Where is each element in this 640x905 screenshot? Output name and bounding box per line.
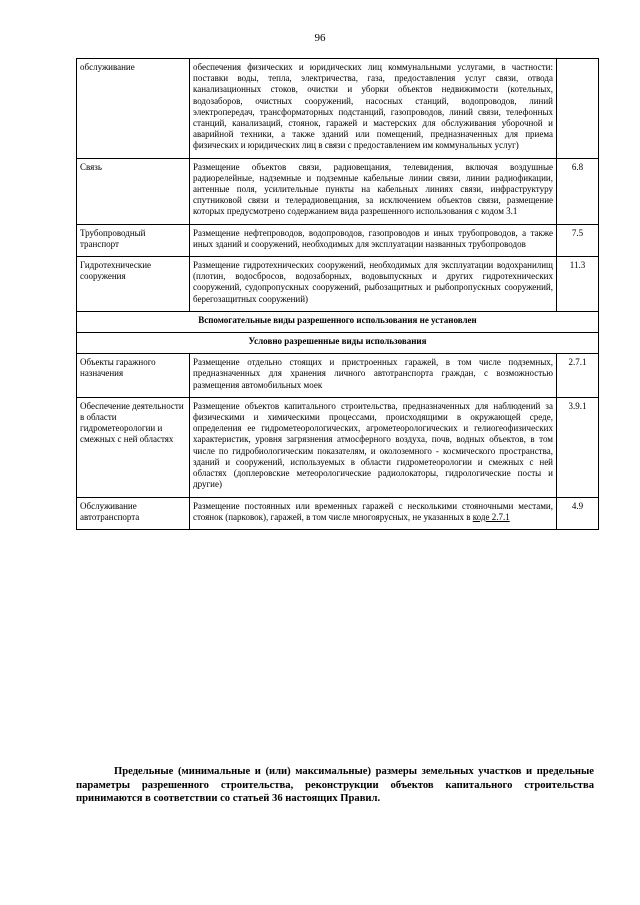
use-description: Размещение объектов связи, радиовещания, телевидения, включая воздушные радиорелейные, надземные и подземные кабельные линии связи, линии радиофикации, антенные поля, усилительные пункты на кабельных линиях связи, инфраструктуру спутниковой связи и телерадиовещания, за исключением объектов связи, размещение которых предусмотрено содержанием вида разрешенного использования с кодом 3.1 — [190, 158, 557, 224]
footer-paragraph: Предельные (минимальные и (или) максимальные) размеры земельных участков и предельные параметры разрешенного строительства, реконструкции объектов капитального строительства принимаются в соответствии со статьей 36 настоящих Правил. — [76, 766, 594, 805]
table-row — [77, 257, 599, 312]
use-description: Размещение нефтепроводов, водопроводов, газопроводов и иных трубопроводов, а также иных зданий и сооружений, необходимых для эксплуатации названных трубопроводов — [190, 224, 557, 256]
use-code — [557, 59, 599, 159]
use-code: 6.8 — [557, 158, 599, 224]
table-row — [77, 158, 599, 224]
use-name: Обслуживание автотранспорта — [77, 497, 190, 529]
use-code: 4.9 — [557, 497, 599, 529]
use-description: обеспечения физических и юридических лиц коммунальными услугами, в частности: поставки воды, тепла, электричества, газа, предоставления услуг связи, отвода канализационных стоков, очистки и уборки объектов недвижимости (котельных, водозаборов, очистных сооружений, насосных станций, водопроводов, линий электропередач, трансформаторных подстанций, газопроводов, линий связи, телефонных станций, канализаций, стоянок, гаражей и мастерских для обслуживания уборочной и аварийной техники, а также зданий или помещений, предназначенных для приема физических и юридических лиц в связи с предоставлением им коммунальных услуг) — [190, 59, 557, 159]
use-description: Размещение отдельно стоящих и пристроенных гаражей, в том числе подземных, предназначенных для хранения личного автотранспорта граждан, с возможностью размещения автомобильных моек — [190, 354, 557, 398]
code-link[interactable]: коде 2.7.1 — [472, 511, 510, 522]
section-row — [77, 311, 599, 332]
land-use-table — [76, 58, 599, 530]
use-name: Связь — [77, 158, 190, 224]
use-code: 11.3 — [557, 257, 599, 312]
use-name: обслуживание — [77, 59, 190, 159]
use-name: Объекты гаражного назначения — [77, 354, 190, 398]
use-code: 7.5 — [557, 224, 599, 256]
use-description — [190, 497, 557, 529]
section-title-auxiliary: Вспомогательные виды разрешенного использования не установлен — [77, 311, 599, 332]
use-description-text: Размещение постоянных или временных гаражей с несколькими стояночными местами, стоянок (парковок), гаражей, в том числе многоярусных, не указанных в — [193, 500, 553, 522]
use-code: 2.7.1 — [557, 354, 599, 398]
use-description: Размещение объектов капитального строительства, предназначенных для наблюдений за физическими и химическими процессами, происходящими в окружающей среде, определения ее гидрометеорологических, агрометеорологических и гелиогеофизических характеристик, уровня загрязнения атмосферного воздуха, почв, водных объектов, в том числе по гидробиологическим показателям, и околоземного - космического пространства, зданий и сооружений, используемых в области гидрометеорологии и смежных с ней областях (доплеровские метеорологические радиолокаторы, гидрологические посты и другие) — [190, 397, 557, 497]
use-name: Трубопроводный транспорт — [77, 224, 190, 256]
use-name: Обеспечение деятельности в области гидрометеорологии и смежных с ней областях — [77, 397, 190, 497]
table-row — [77, 497, 599, 529]
section-row — [77, 333, 599, 354]
use-name: Гидротехнические сооружения — [77, 257, 190, 312]
use-description: Размещение гидротехнических сооружений, необходимых для эксплуатации водохранилищ (плотин, водосбросов, водозаборных, водовыпускных и других гидротехнических сооружений, судопропускных сооружений, рыбозащитных и рыбопропускных сооружений, берегозащитных сооружений) — [190, 257, 557, 312]
section-title-conditional: Условно разрешенные виды использования — [77, 333, 599, 354]
table-row — [77, 224, 599, 256]
use-code: 3.9.1 — [557, 397, 599, 497]
page-number: 96 — [314, 32, 326, 44]
table-row — [77, 354, 599, 398]
table-row — [77, 59, 599, 159]
table-row — [77, 397, 599, 497]
